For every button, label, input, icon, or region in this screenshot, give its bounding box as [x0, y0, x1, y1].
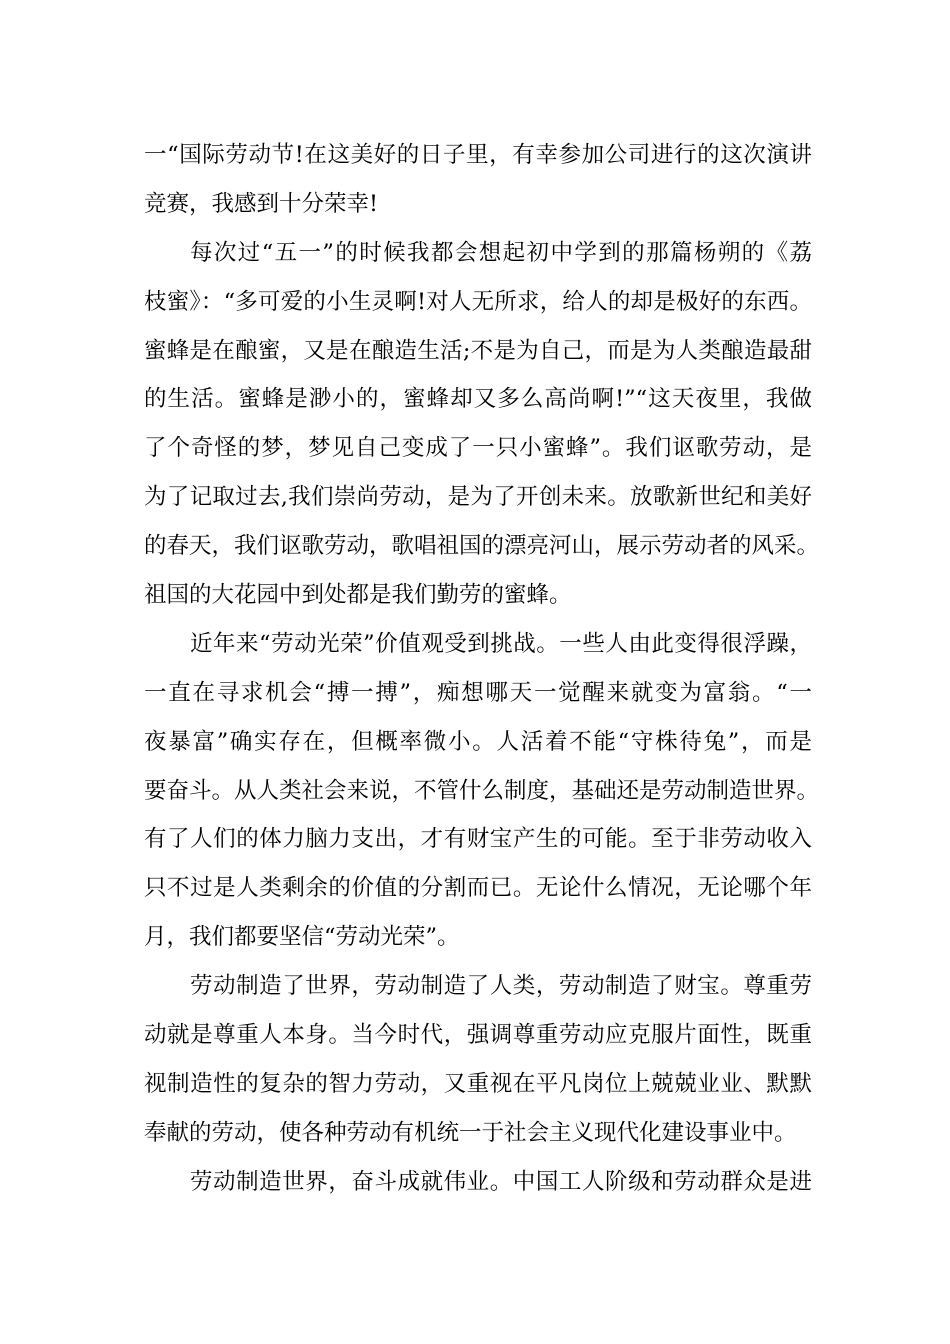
- text-line: 的生活。蜜蜂是渺小的，蜜蜂却又多么高尚啊!”“这天夜里，我做: [144, 386, 812, 413]
- text-line: 视制造性的复杂的智力劳动，又重视在平凡岗位上兢兢业业、默默: [144, 1070, 812, 1097]
- text-line: 只不过是人类剩余的价值的分割而已。无论什么情况，无论哪个年: [144, 875, 812, 902]
- text-line: 祖国的大花园中到处都是我们勤劳的蜜蜂。: [144, 582, 572, 609]
- text-line: 夜暴富”确实存在，但概率微小。人活着不能“守株待兔”，而是: [144, 728, 812, 755]
- speech-text: [144, 131, 820, 1207]
- text-line: 一直在寻求机会“搏一搏”，痴想哪天一觉醒来就变为富翁。“一: [144, 679, 812, 706]
- paragraph-first-line: 近年来“劳动光荣”价值观受到挑战。一些人由此变得很浮躁，: [190, 630, 812, 657]
- text-line: 了个奇怪的梦，梦见自己变成了一只小蜜蜂”。我们讴歌劳动，是: [144, 435, 812, 462]
- text-line: 月，我们都要坚信“劳动光荣”。: [144, 924, 460, 951]
- text-line: 为了记取过去,我们崇尚劳动，是为了开创未来。放歌新世纪和美好: [144, 484, 812, 511]
- text-line: 一“国际劳动节!在这美好的日子里，有幸参加公司进行的这次演讲: [144, 142, 812, 168]
- text-line: 蜜蜂是在酿蜜，又是在酿造生活;不是为自己，而是为人类酿造最甜: [144, 337, 812, 364]
- text-line: 要奋斗。从人类社会来说，不管什么制度，基础还是劳动制造世界。: [144, 777, 820, 804]
- text-line: 的春天，我们讴歌劳动，歌唱祖国的漂亮河山，展示劳动者的风采。: [144, 533, 820, 560]
- paragraph-first-line: 劳动制造了世界，劳动制造了人类，劳动制造了财宝。尊重劳: [190, 973, 812, 1000]
- text-line: 奉献的劳动，使各种劳动有机统一于社会主义现代化建设事业中。: [144, 1119, 797, 1146]
- text-line: 动就是尊重人本身。当今时代，强调尊重劳动应克服片面性，既重: [144, 1022, 812, 1049]
- text-line: 有了人们的体力脑力支出，才有财宝产生的可能。至于非劳动收入: [144, 826, 812, 853]
- paragraph-first-line: 劳动制造世界，奋斗成就伟业。中国工人阶级和劳动群众是进: [190, 1168, 812, 1195]
- paragraph-first-line: 每次过“五一”的时候我都会想起初中学到的那篇杨朔的《荔: [190, 239, 812, 266]
- text-line: 枝蜜》：“多可爱的小生灵啊!对人无所求，给人的却是极好的东西。: [144, 288, 812, 315]
- text-line: 竞赛，我感到十分荣幸!: [144, 190, 379, 217]
